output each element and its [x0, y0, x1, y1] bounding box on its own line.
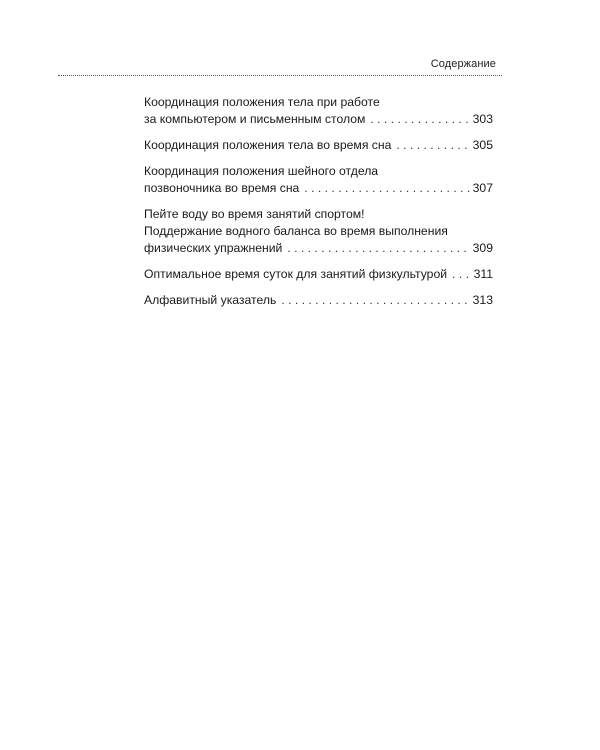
toc-entry-last-line: [144, 240, 493, 257]
toc-entry-title: физических упражнений: [144, 241, 283, 255]
toc-entry-title-line: Поддержание водного баланса во время выполнения: [144, 224, 448, 238]
toc-entry-title-line: Координация положения тела при работе: [144, 95, 380, 109]
toc-entry-last-line: [144, 111, 493, 128]
toc-entry-last-line: [144, 292, 493, 309]
toc-entry-title: позвоночника во время сна: [144, 181, 300, 195]
toc-entry-title-line: Координация положения шейного отдела: [144, 164, 379, 178]
toc-entry[interactable]: [144, 266, 493, 283]
toc-page-number: 305: [472, 138, 493, 152]
header-dotted-rule: [58, 75, 502, 76]
toc-entry-title: Оптимальное время суток для занятий физкультурой: [144, 267, 448, 281]
dot-leader: [452, 266, 471, 283]
toc-entry[interactable]: [144, 163, 493, 197]
toc-entry-last-line: [144, 137, 493, 154]
toc-entry-last-line: [144, 266, 493, 283]
dot-leader: [281, 292, 470, 309]
toc-entry[interactable]: [144, 206, 493, 257]
toc-page-number: 309: [472, 241, 493, 255]
toc-entry[interactable]: [144, 137, 493, 154]
toc-page-number: 307: [472, 181, 493, 195]
table-of-contents: [144, 94, 493, 318]
dot-leader: [287, 240, 470, 257]
dot-leader: [396, 137, 470, 154]
toc-entry[interactable]: [144, 94, 493, 128]
toc-entry[interactable]: [144, 292, 493, 309]
toc-page-number: 313: [472, 293, 493, 307]
toc-entry-last-line: [144, 180, 493, 197]
toc-entry-title: Алфавитный указатель: [144, 293, 277, 307]
toc-page-number: 311: [473, 267, 493, 281]
dot-leader: [370, 111, 470, 128]
dot-leader: [304, 180, 470, 197]
toc-entry-title-line: Пейте воду во время занятий спортом!: [144, 207, 365, 221]
toc-entry-title: за компьютером и письменным столом: [144, 112, 366, 126]
toc-page-number: 303: [472, 112, 493, 126]
toc-entry-title: Координация положения тела во время сна: [144, 138, 392, 152]
running-head: Содержание: [430, 58, 496, 70]
